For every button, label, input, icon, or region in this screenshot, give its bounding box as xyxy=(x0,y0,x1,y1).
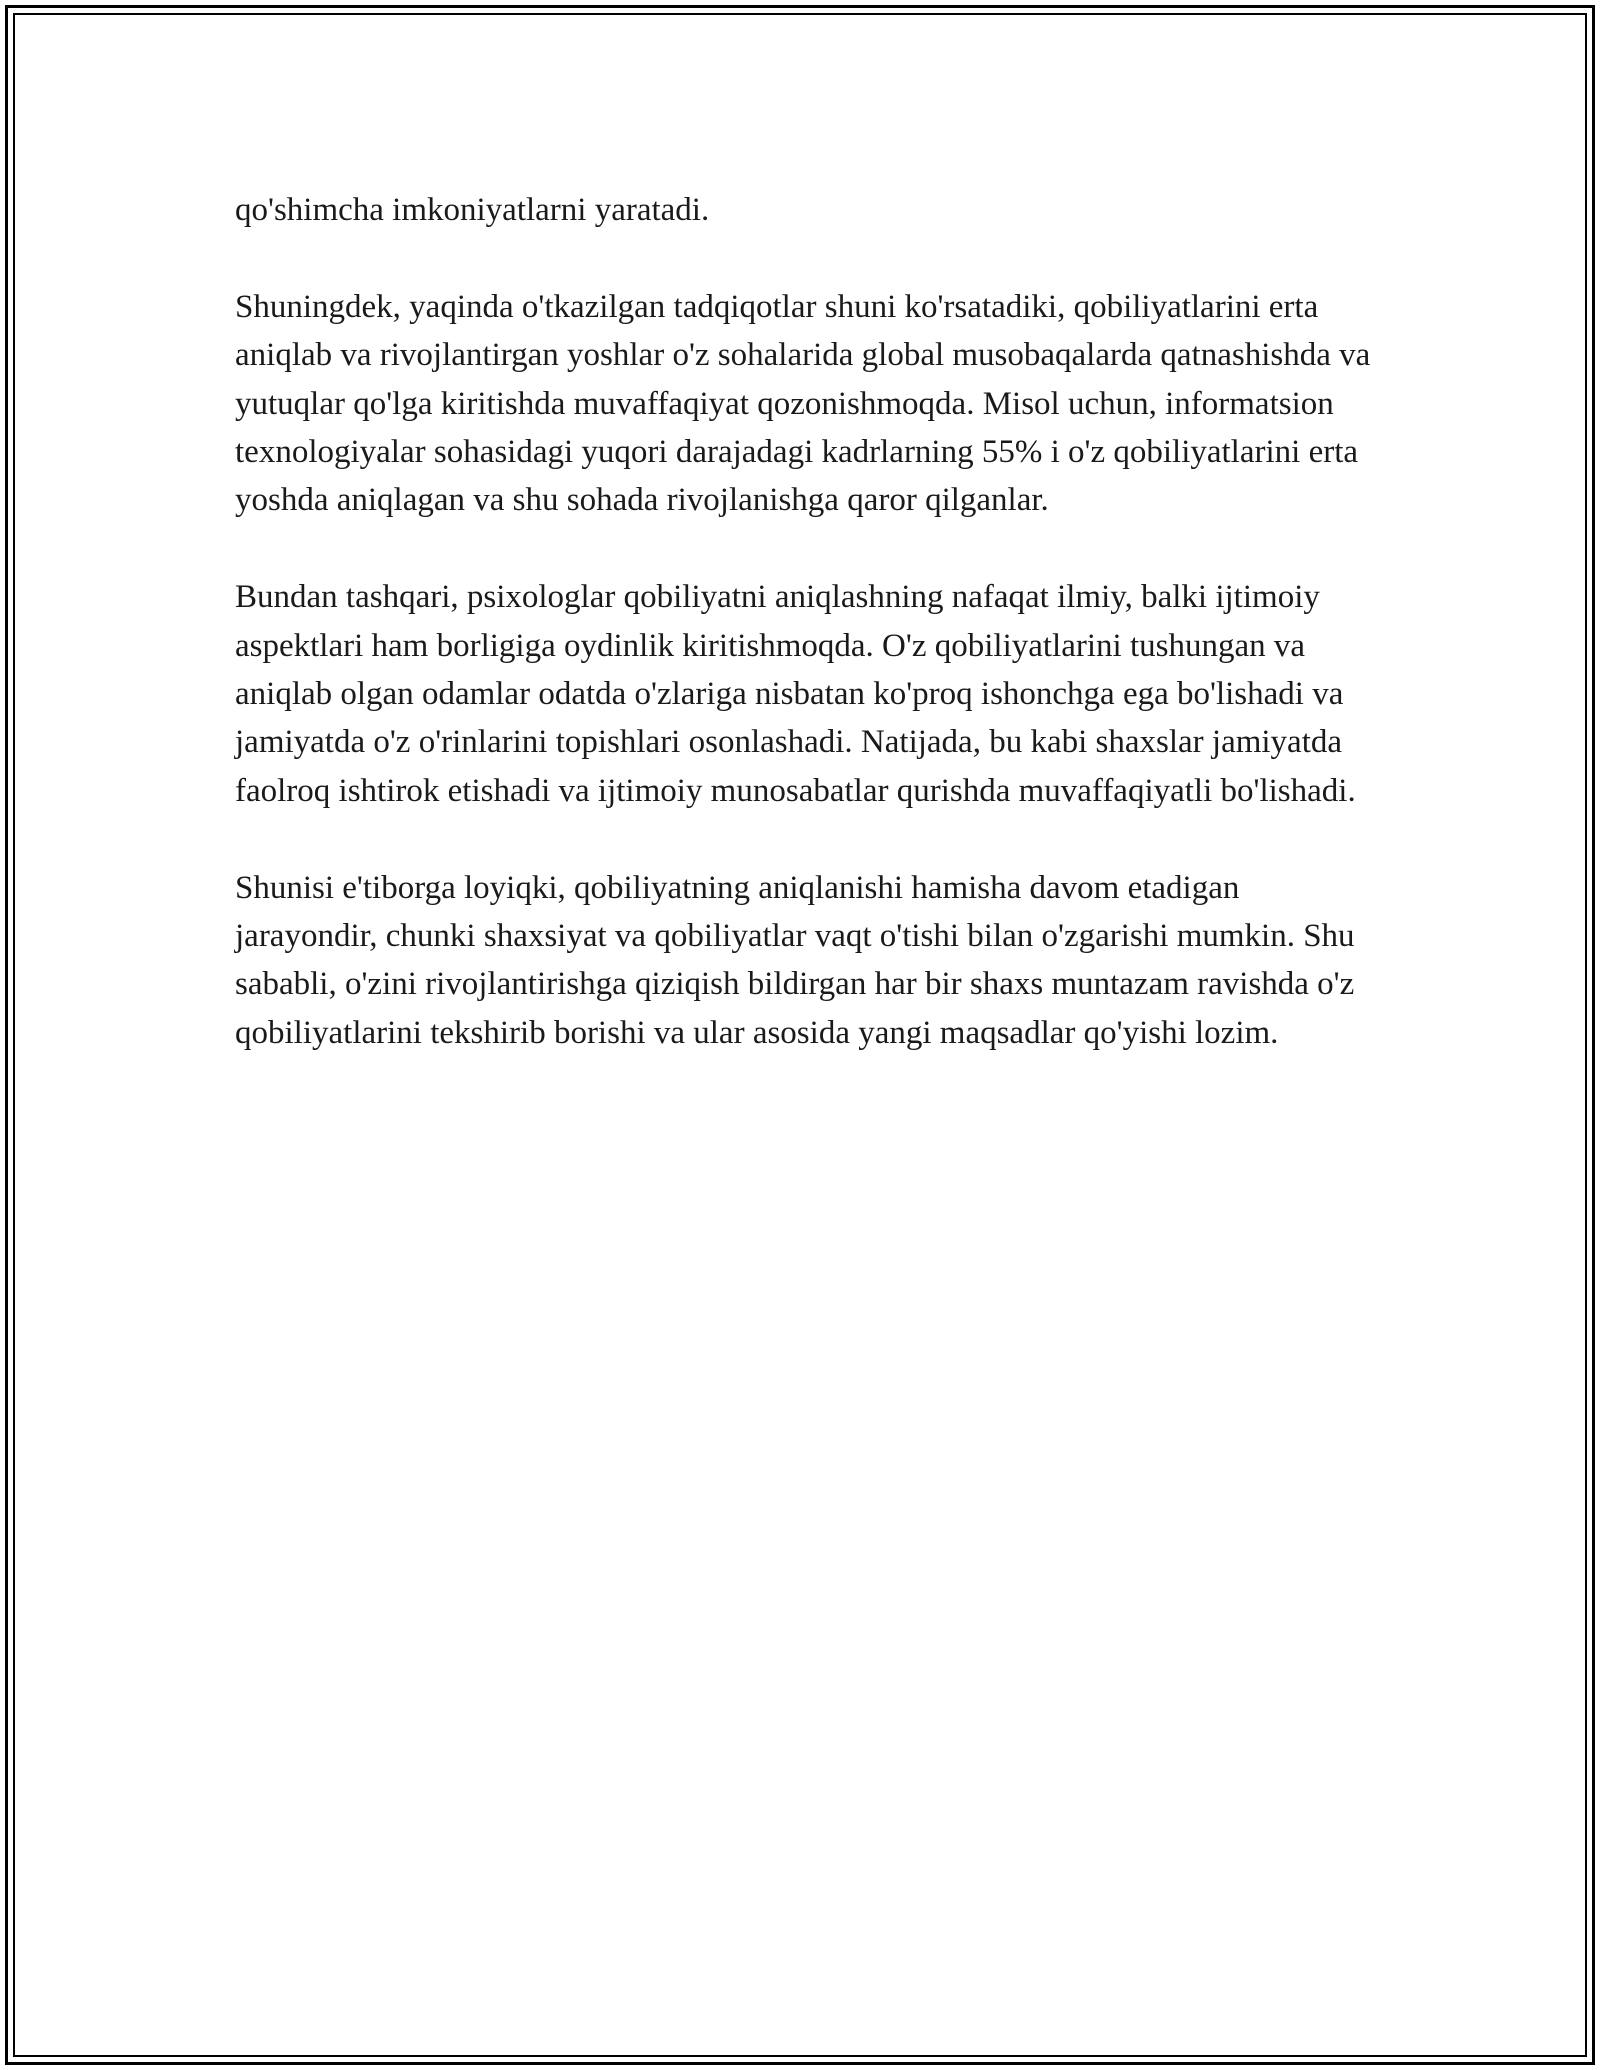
paragraph-1: qo'shimcha imkoniyatlarni yaratadi. xyxy=(235,192,710,228)
paragraph-2: Shuningdek, yaqinda o'tkazilgan tadqiqotlar shuni ko'rsatadiki, qobiliyatlarini erta aniqlab va rivojlantirgan yoshlar o'z sohalarida global musobaqalarda qatnashishda va yutuqlar qo'lga kiritishda muvaffaqiyat qozonishmoqda. Misol uchun, informatsion texnologiyalar sohasidagi yuqori darajadagi kadrlarning 55% i o'z qobiliyatlarini erta yoshda aniqlagan va shu sohada rivojlanishga qaror qilganlar. xyxy=(235,288,1371,519)
paragraph-4: Shunisi e'tiborga loyiqki, qobiliyatning aniqlanishi hamisha davom etadigan jarayondir, chunki shaxsiyat va qobiliyatlar vaqt o'tishi bilan o'zgarishi mumkin. Shu sababli, o'zini rivojlantirishga qiziqish bildirgan har bir shaxs muntazam ravishda o'z qobiliyatlarini tekshirib borishi va ular asosida yangi maqsadlar qo'yishi lozim. xyxy=(235,869,1355,1051)
paragraph-3: Bundan tashqari, psixologlar qobiliyatni aniqlashning nafaqat ilmiy, balki ijtimoiy aspektlari ham borligiga oydinlik kiritishmoqda. O'z qobiliyatlarini tushungan va aniqlab olgan odamlar odatda o'zlariga nisbatan ko'proq ishonchga ega bo'lishadi va jamiyatda o'z o'rinlarini topishlari osonlashadi. Natijada, bu kabi shaxslar jamiyatda faolroq ishtirok etishadi va ijtimoiy munosabatlar qurishda muvaffaqiyatli bo'lishadi. xyxy=(235,579,1356,809)
page-body xyxy=(235,186,1385,1106)
